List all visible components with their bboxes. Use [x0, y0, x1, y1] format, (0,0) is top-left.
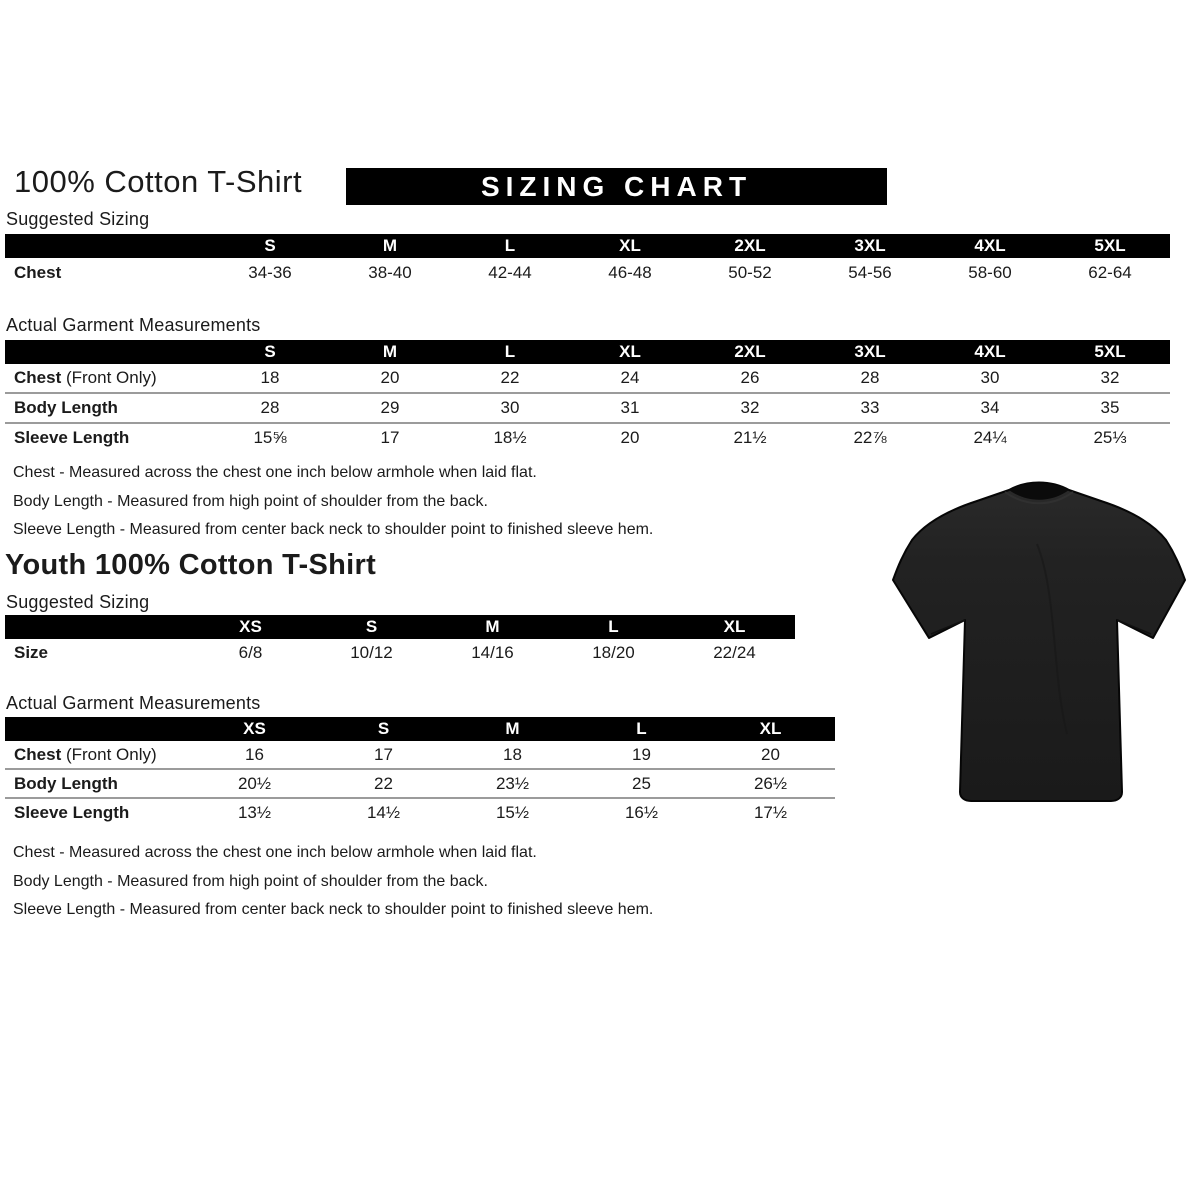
blank-header-cell — [5, 615, 190, 639]
table-row — [5, 258, 1170, 288]
size-column-header: XS — [190, 615, 311, 639]
measurement-cell: 58-60 — [968, 263, 1012, 282]
youth-measurement-notes — [13, 839, 653, 925]
measurement-cell: 6/8 — [238, 643, 263, 662]
table-row — [5, 364, 1170, 393]
measurement-cell: 16 — [245, 744, 264, 764]
header-row — [5, 717, 835, 741]
note-line: Sleeve Length - Measured from center back neck to shoulder point to finished sleeve hem. — [13, 521, 654, 538]
size-column-header: 4XL — [930, 340, 1050, 364]
size-column-header: 5XL — [1050, 340, 1170, 364]
measurement-cell: 17 — [380, 428, 400, 447]
adult-actual-measurements-label: Actual Garment Measurements — [6, 315, 261, 335]
measurement-cell: 54-56 — [848, 263, 892, 282]
row-label: Chest (Front Only) — [14, 744, 157, 764]
youth-actual-measurements-table — [5, 717, 835, 826]
note-line: Body Length - Measured from high point of shoulder from the back. — [13, 492, 488, 510]
measurement-cell: 16½ — [624, 802, 659, 822]
note-line: Chest - Measured across the chest one inch below armhole when laid flat. — [13, 844, 537, 861]
measurement-cell: 62-64 — [1088, 263, 1132, 282]
measurement-cell: 15½ — [495, 802, 530, 822]
measurement-cell: 14½ — [366, 802, 401, 822]
measurement-cell: 18 — [503, 744, 522, 764]
measurement-cell: 32 — [1100, 368, 1120, 387]
measurement-cell: 33 — [860, 398, 880, 417]
table-row — [5, 741, 835, 769]
size-column-header: 4XL — [930, 234, 1050, 258]
measurement-cell: 23½ — [495, 773, 530, 793]
size-column-header: XL — [570, 340, 690, 364]
size-column-header: M — [448, 717, 577, 741]
youth-suggested-sizing-table — [5, 615, 795, 667]
row-label: Chest (Front Only) — [14, 368, 157, 387]
measurement-cell: 10/12 — [350, 643, 393, 662]
table-row — [5, 393, 1170, 423]
note-line: Sleeve Length - Measured from center back neck to shoulder point to finished sleeve hem. — [13, 901, 654, 918]
measurement-cell: 26½ — [753, 773, 788, 793]
measurement-cell: 18 — [260, 368, 280, 387]
row-label: Sleeve Length — [14, 802, 130, 822]
size-column-header: S — [210, 234, 330, 258]
row-label: Size — [14, 643, 49, 662]
measurement-cell: 20 — [380, 368, 400, 387]
measurement-cell: 34 — [980, 398, 1000, 417]
measurement-cell: 15⅝ — [253, 428, 287, 447]
measurement-cell: 31 — [620, 398, 640, 417]
note-line: Body Length - Measured from high point of shoulder from the back. — [13, 872, 488, 890]
size-column-header: XL — [674, 615, 795, 639]
size-column-header: 2XL — [690, 340, 810, 364]
header-row — [5, 615, 795, 639]
size-column-header: XL — [570, 234, 690, 258]
measurement-cell: 22/24 — [713, 643, 756, 662]
header-row — [5, 234, 1170, 258]
measurement-cell: 29 — [380, 398, 400, 417]
banner-title: SIZING CHART — [480, 170, 753, 202]
table-row — [5, 639, 795, 667]
measurement-cell: 24 — [620, 368, 640, 387]
size-column-header: S — [210, 340, 330, 364]
size-column-header: M — [330, 234, 450, 258]
measurement-cell: 22⅞ — [853, 428, 887, 447]
measurement-cell: 21½ — [733, 428, 767, 447]
size-column-header: M — [432, 615, 553, 639]
measurement-cell: 46-48 — [608, 263, 652, 282]
measurement-cell: 14/16 — [471, 643, 514, 662]
row-label: Body Length — [14, 398, 118, 417]
size-column-header: L — [577, 717, 706, 741]
measurement-cell: 50-52 — [728, 263, 772, 282]
measurement-cell: 30 — [500, 398, 520, 417]
size-column-header: 2XL — [690, 234, 810, 258]
measurement-cell: 18/20 — [592, 643, 635, 662]
measurement-cell: 34-36 — [248, 263, 292, 282]
measurement-cell: 28 — [860, 368, 880, 387]
black-tshirt-photo — [886, 474, 1192, 818]
measurement-cell: 17½ — [753, 802, 788, 822]
measurement-cell: 13½ — [237, 802, 272, 822]
adult-suggested-sizing-label: Suggested Sizing — [6, 209, 150, 229]
table-row — [5, 798, 835, 826]
adult-section-title: 100% Cotton T-Shirt — [14, 164, 303, 199]
measurement-cell: 20½ — [237, 773, 272, 793]
adult-suggested-sizing-table — [5, 234, 1170, 288]
size-column-header: M — [330, 340, 450, 364]
measurement-cell: 42-44 — [488, 263, 532, 282]
measurement-cell: 19 — [632, 744, 651, 764]
adult-actual-measurements-table — [5, 340, 1170, 452]
table-row — [5, 769, 835, 798]
size-column-header: 5XL — [1050, 234, 1170, 258]
sizing-chart-banner — [346, 168, 887, 205]
blank-header-cell — [5, 717, 190, 741]
measurement-cell: 30 — [980, 368, 1000, 387]
header-row — [5, 340, 1170, 364]
measurement-cell: 26 — [740, 368, 760, 387]
row-label: Sleeve Length — [14, 428, 130, 447]
measurement-cell: 25 — [632, 773, 651, 793]
adult-measurement-notes — [13, 459, 653, 545]
tshirt-body — [893, 483, 1185, 802]
measurement-cell: 32 — [740, 398, 760, 417]
note-line: Chest - Measured across the chest one inch below armhole when laid flat. — [13, 464, 537, 481]
measurement-cell: 22 — [374, 773, 393, 793]
youth-suggested-sizing-label: Suggested Sizing — [6, 592, 150, 612]
size-column-header: L — [450, 234, 570, 258]
measurement-cell: 20 — [761, 744, 780, 764]
measurement-cell: 22 — [500, 368, 520, 387]
blank-header-cell — [5, 234, 210, 258]
measurement-cell: 35 — [1100, 398, 1120, 417]
measurement-cell: 25⅓ — [1093, 428, 1127, 447]
youth-section-title: Youth 100% Cotton T-Shirt — [5, 549, 377, 581]
size-column-header: 3XL — [810, 234, 930, 258]
measurement-cell: 20 — [620, 428, 640, 447]
size-column-header: XS — [190, 717, 319, 741]
measurement-cell: 24¼ — [973, 428, 1007, 447]
blank-header-cell — [5, 340, 210, 364]
row-label: Body Length — [14, 773, 118, 793]
measurement-cell: 28 — [260, 398, 280, 417]
row-label: Chest — [14, 263, 62, 282]
youth-actual-measurements-label: Actual Garment Measurements — [6, 693, 261, 713]
measurement-cell: 18½ — [493, 428, 527, 447]
size-column-header: 3XL — [810, 340, 930, 364]
size-column-header: S — [311, 615, 432, 639]
table-row — [5, 423, 1170, 452]
measurement-cell: 38-40 — [368, 263, 412, 282]
size-column-header: L — [553, 615, 674, 639]
size-column-header: L — [450, 340, 570, 364]
measurement-cell: 17 — [374, 744, 393, 764]
size-column-header: S — [319, 717, 448, 741]
size-column-header: XL — [706, 717, 835, 741]
